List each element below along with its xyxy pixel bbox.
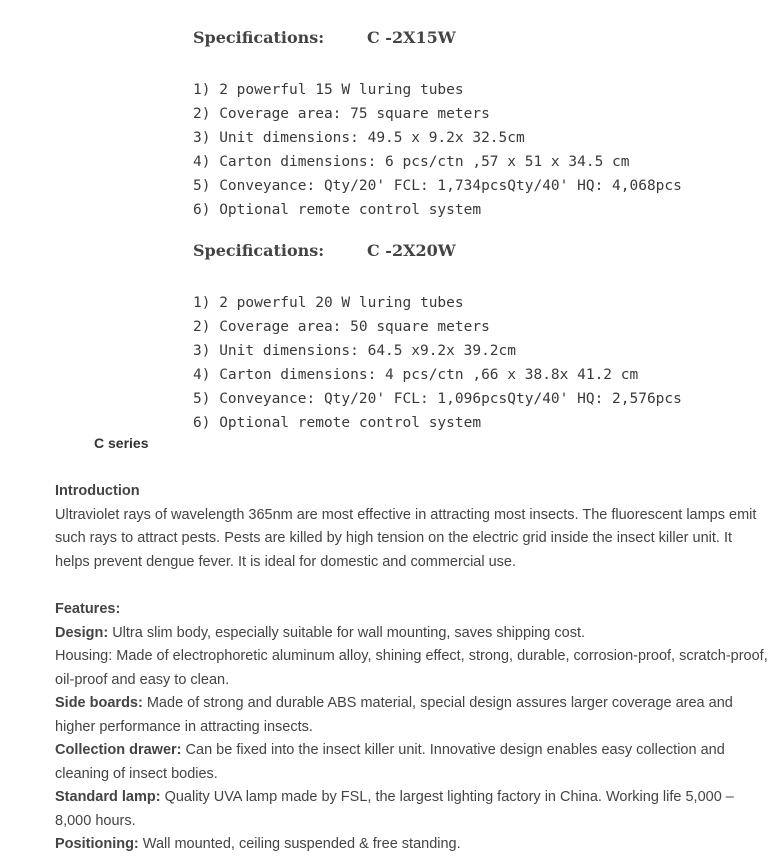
feature-housing <box>55 645 770 692</box>
spec-label: Specifications: <box>193 28 325 47</box>
feature-text: Ultra slim body, especially suitable for wall mounting, saves shipping cost. <box>108 624 586 641</box>
feature-collection-drawer <box>55 739 770 786</box>
introduction-heading: Introduction <box>55 483 140 499</box>
feature-text: Quality UVA lamp made by FSL, the largest lighting factory in China. Working life 5,000 – 8,000 hours. <box>55 789 734 829</box>
series-title: C series <box>94 435 149 451</box>
features-heading: Features: <box>55 601 121 617</box>
feature-text: Made of strong and durable ABS material, special design assures larger coverage area and higher performance in attracting insects. <box>55 695 733 735</box>
feature-text: Wall mounted, ceiling suspended & free standing. <box>138 836 461 852</box>
spec-item: 6) Optional remote control system <box>193 415 482 431</box>
spec-model: C -2X20W <box>367 241 456 260</box>
feature-text: Can be fixed into the insect killer unit. Innovative design enables easy collection and cleaning of insect bodies. <box>55 742 725 782</box>
spec-heading <box>193 28 682 52</box>
feature-design <box>55 622 770 646</box>
spec-item: 3) Unit dimensions: 64.5 x9.2x 39.2cm <box>193 343 517 359</box>
spec-item: 5) Conveyance: Qty/20' FCL: 1,734pcsQty/40' HQ: 4,068pcs <box>193 178 682 194</box>
spec-item: 2) Coverage area: 50 square meters <box>193 319 490 335</box>
feature-label: Side boards: <box>55 695 143 711</box>
spec-block-c-2x15w <box>193 28 682 222</box>
introduction-section <box>55 480 770 574</box>
introduction-text: Ultraviolet rays of wavelength 365nm are most effective in attracting most insects. The fluorescent lamps emit such rays to attract pests. Pests are killed by high tension on the electric grid inside the insect killer unit. It helps prevent dengue fever. It is ideal for domestic and commercial use. <box>55 506 757 570</box>
feature-label: Design: <box>55 624 109 641</box>
feature-standard-lamp <box>55 786 770 833</box>
feature-label: Positioning: <box>55 836 139 852</box>
feature-text: Housing: Made of electrophoretic aluminum alloy, shining effect, strong, durable, corrosion-proof, scratch-proof, oil-proof and easy to clean. <box>55 648 768 688</box>
spec-model: C -2X15W <box>367 28 456 47</box>
feature-label: Collection drawer: <box>55 742 182 758</box>
feature-label: Standard lamp: <box>55 789 161 805</box>
features-section <box>55 598 770 857</box>
spec-list <box>193 78 682 222</box>
feature-positioning <box>55 833 770 857</box>
feature-side-boards <box>55 692 770 739</box>
spec-heading <box>193 241 682 265</box>
spec-item: 4) Carton dimensions: 6 pcs/ctn ,57 x 51 x 34.5 cm <box>193 154 630 170</box>
spec-item: 1) 2 powerful 15 W luring tubes <box>193 82 464 98</box>
spec-item: 2) Coverage area: 75 square meters <box>193 106 490 122</box>
spec-block-c-2x20w <box>193 241 682 435</box>
spec-item: 6) Optional remote control system <box>193 202 482 218</box>
spec-item: 1) 2 powerful 20 W luring tubes <box>193 295 464 311</box>
spec-item: 4) Carton dimensions: 4 pcs/ctn ,66 x 38.8x 41.2 cm <box>193 367 639 383</box>
spec-item: 5) Conveyance: Qty/20' FCL: 1,096pcsQty/40' HQ: 2,576pcs <box>193 391 682 407</box>
spec-list <box>193 291 682 435</box>
spec-item: 3) Unit dimensions: 49.5 x 9.2x 32.5cm <box>193 130 525 146</box>
spec-label: Specifications: <box>193 241 325 260</box>
